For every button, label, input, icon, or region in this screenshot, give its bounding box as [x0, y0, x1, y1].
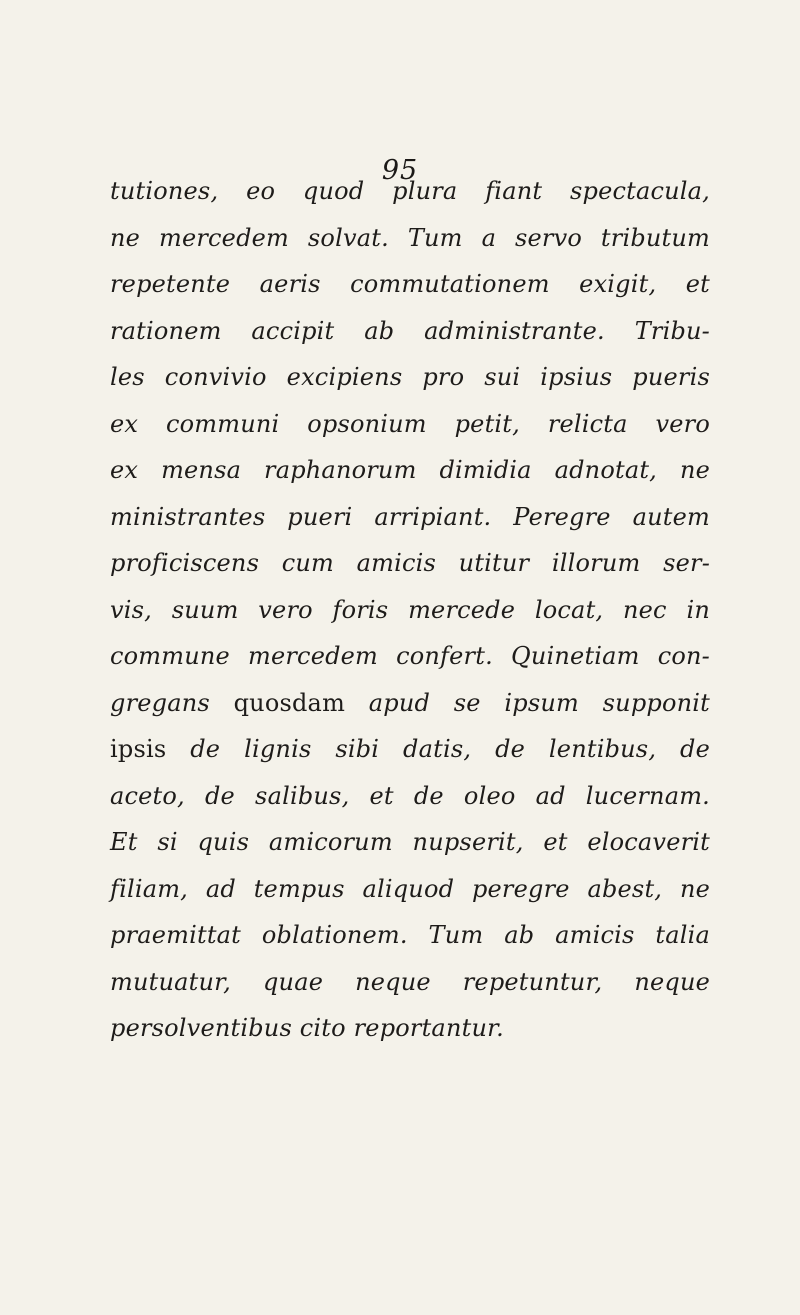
roman-word: quosdam [233, 688, 346, 717]
text-line: mutuatur, quae neque repetuntur, neque [110, 967, 710, 996]
text-line: proficiscens cum amicis utitur illorum ser- [110, 549, 710, 577]
body-text [110, 168, 710, 1052]
text-line: rationem accipit ab administrante. Tribu- [110, 316, 710, 345]
text-line: vis, suum vero foris mercede locat, nec in [110, 595, 710, 624]
text-line: ex mensa raphanorum dimidia adnotat, ne [110, 456, 710, 484]
text-line: commune mercedem confert. Quinetiam con- [110, 642, 710, 670]
text-line: Et si quis amicorum nupserit, et elocaverit [110, 828, 710, 856]
text-line: ex communi opsonium petit, relicta vero [110, 409, 710, 438]
text-line: gregans quosdam apud se ipsum supponit [110, 688, 710, 717]
text-line: ministrantes pueri arripiant. Peregre autem [110, 502, 710, 531]
text-line: les convivio excipiens pro sui ipsius pueris [110, 363, 710, 391]
text-line: praemittat oblationem. Tum ab amicis talia [110, 921, 710, 949]
text-line: ne mercedem solvat. Tum a servo tributum [110, 223, 710, 252]
text-line: aceto, de salibus, et de oleo ad lucernam. [110, 781, 710, 810]
page-number: 95 [381, 155, 419, 186]
text-line: repetente aeris commutationem exigit, et [110, 270, 710, 298]
text-line: ipsis de lignis sibi datis, de lentibus, de [110, 735, 710, 763]
roman-word: ipsis [110, 735, 167, 763]
text-line: filiam, ad tempus aliquod peregre abest, ne [110, 874, 710, 903]
text-line: tutiones, eo quod plura fiant spectacula, [110, 177, 710, 205]
text-line-last: persolventibus cito reportantur. [110, 1014, 504, 1042]
